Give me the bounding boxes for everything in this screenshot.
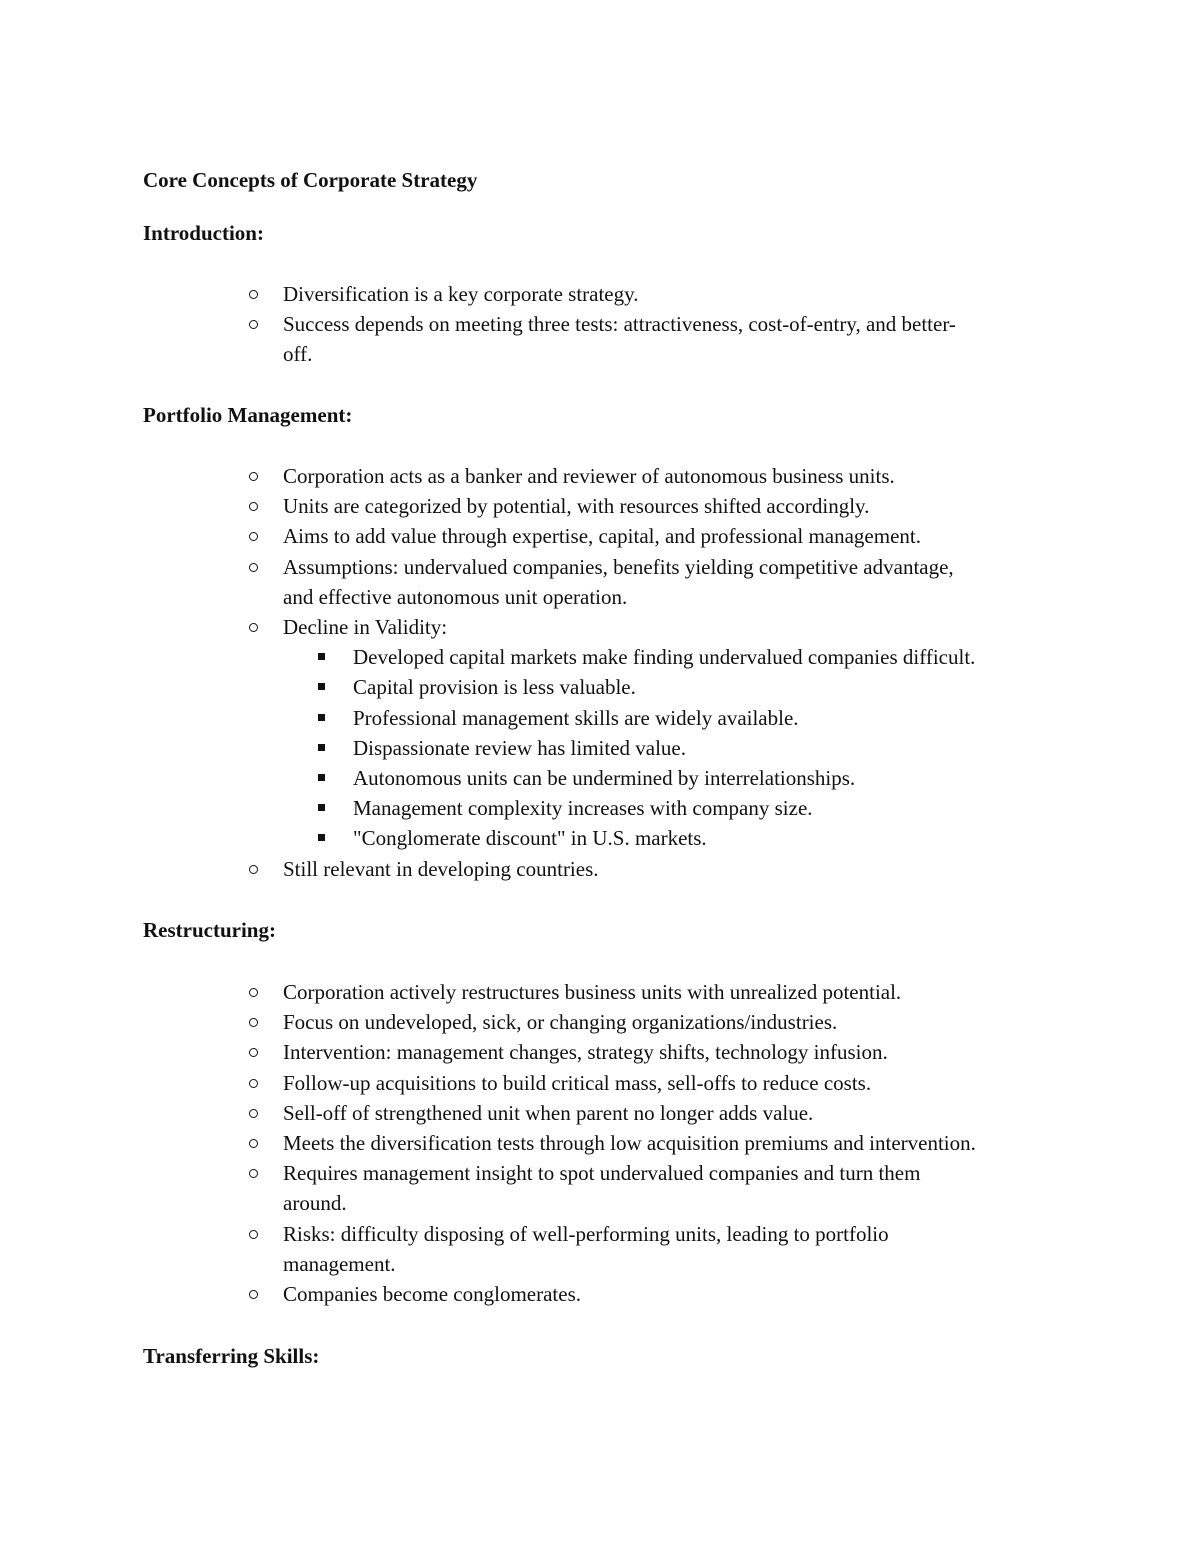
circle-bullet-icon <box>249 1139 258 1148</box>
sub-list-item: Autonomous units can be undermined by interrelationships. <box>0 763 975 793</box>
square-bullet-icon <box>318 714 325 721</box>
square-bullet-icon <box>318 834 325 841</box>
list-item: Requires management insight to spot undervalued companies and turn them around. <box>0 1158 976 1218</box>
list-item: Aims to add value through expertise, capital, and professional management. <box>0 521 975 551</box>
sub-list-item: Professional management skills are widely available. <box>0 703 975 733</box>
sub-list-item: Developed capital markets make finding undervalued companies difficult. <box>0 642 975 672</box>
list-item: Sell-off of strengthened unit when parent no longer adds value. <box>0 1098 976 1128</box>
sub-list-item: Capital provision is less valuable. <box>0 672 975 702</box>
square-bullet-icon <box>318 683 325 690</box>
document-title: Core Concepts of Corporate Strategy <box>143 168 478 192</box>
list-item: Focus on undeveloped, sick, or changing organizations/industries. <box>0 1007 976 1037</box>
circle-bullet-icon <box>249 502 258 511</box>
sub-list-item: Dispassionate review has limited value. <box>0 733 975 763</box>
square-bullet-icon <box>318 804 325 811</box>
portfolio-list <box>0 461 975 884</box>
sub-list-item: "Conglomerate discount" in U.S. markets. <box>0 823 975 853</box>
list-item: Risks: difficulty disposing of well-performing units, leading to portfolio management. <box>0 1219 976 1279</box>
square-bullet-icon <box>318 653 325 660</box>
introduction-list <box>0 279 956 370</box>
restructuring-list <box>0 977 976 1309</box>
circle-bullet-icon <box>249 1230 258 1239</box>
list-item: Corporation actively restructures business units with unrealized potential. <box>0 977 976 1007</box>
list-item: Meets the diversification tests through low acquisition premiums and intervention. <box>0 1128 976 1158</box>
circle-bullet-icon <box>249 988 258 997</box>
list-item: Intervention: management changes, strategy shifts, technology infusion. <box>0 1037 976 1067</box>
square-bullet-icon <box>318 774 325 781</box>
list-item: Units are categorized by potential, with resources shifted accordingly. <box>0 491 975 521</box>
heading-restructuring: Restructuring: <box>143 918 276 942</box>
heading-introduction: Introduction: <box>143 221 264 245</box>
circle-bullet-icon <box>249 472 258 481</box>
circle-bullet-icon <box>249 1048 258 1057</box>
list-item: Follow-up acquisitions to build critical mass, sell-offs to reduce costs. <box>0 1068 976 1098</box>
circle-bullet-icon <box>249 1079 258 1088</box>
circle-bullet-icon <box>249 1169 258 1178</box>
circle-bullet-icon <box>249 1290 258 1299</box>
circle-bullet-icon <box>249 1018 258 1027</box>
circle-bullet-icon <box>249 532 258 541</box>
list-item: Success depends on meeting three tests: attractiveness, cost-of-entry, and better- off. <box>0 309 956 369</box>
circle-bullet-icon <box>249 320 258 329</box>
list-item: Companies become conglomerates. <box>0 1279 976 1309</box>
circle-bullet-icon <box>249 290 258 299</box>
list-item: Assumptions: undervalued companies, benefits yielding competitive advantage, and effective autonomous unit operation. <box>0 552 975 612</box>
circle-bullet-icon <box>249 1109 258 1118</box>
heading-transferring-skills: Transferring Skills: <box>143 1344 320 1368</box>
heading-portfolio-management: Portfolio Management: <box>143 403 353 427</box>
list-item: Diversification is a key corporate strategy. <box>0 279 956 309</box>
list-item: Decline in Validity: <box>0 612 975 642</box>
sub-list-item: Management complexity increases with company size. <box>0 793 975 823</box>
circle-bullet-icon <box>249 623 258 632</box>
circle-bullet-icon <box>249 865 258 874</box>
square-bullet-icon <box>318 744 325 751</box>
list-item: Still relevant in developing countries. <box>0 854 975 884</box>
list-item: Corporation acts as a banker and reviewer of autonomous business units. <box>0 461 975 491</box>
circle-bullet-icon <box>249 563 258 572</box>
